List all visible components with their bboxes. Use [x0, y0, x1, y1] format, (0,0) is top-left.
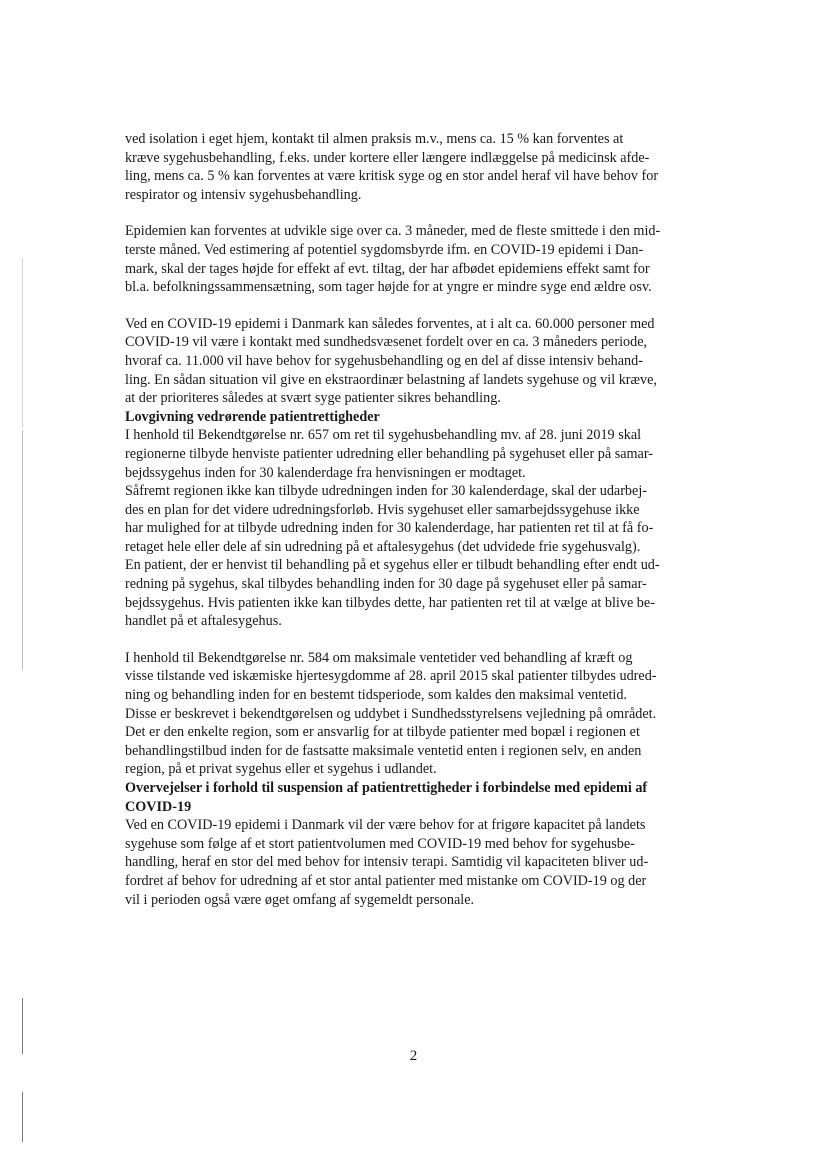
text-line: I henhold til Bekendtgørelse nr. 657 om ret til sygehusbehandling mv. af 28. juni 2019 skal: [125, 427, 642, 444]
text-line: redning på sygehus, skal tilbydes behandling inden for 30 dage på sygehuset eller på samar-: [125, 576, 647, 593]
text-line: retaget hele eller dele af sin udredning på et aftalesygehus (det udvidede frie sygehusvalg).: [125, 538, 641, 555]
text-line: handling, heraf en stor del med behov for intensiv terapi. Samtidig vil kapaciteten bliver ud-: [125, 854, 649, 871]
text-line: mark, skal der tages højde for effekt af evt. tiltag, der har afbødet epidemiens effekt samt for: [125, 260, 650, 277]
scan-edge-mark: [22, 998, 23, 1054]
text-line: region, på et privat sygehus eller et sygehus i udlandet.: [125, 761, 437, 778]
text-line: sygehuse som følge af et stort patientvolumen med COVID-19 med behov for sygehusbe-: [125, 835, 635, 852]
text-line: kræve sygehusbehandling, f.eks. under kortere eller længere indlæggelse på medicinsk afde-: [125, 149, 650, 166]
text-line: ning og behandling inden for en bestemt tidsperiode, som kaldes den maksimal ventetid.: [125, 687, 627, 704]
text-line: bejdssygehus inden for 30 kalenderdage fra henvisningen er modtaget.: [125, 464, 526, 481]
paragraph: [125, 649, 705, 779]
text-line: at der prioriteres således at svært syge patienter sikres behandling.: [125, 390, 501, 407]
text-line: ling. En sådan situation vil give en ekstraordinær belastning af landets sygehuse og vil kræve,: [125, 371, 657, 388]
text-line: En patient, der er henvist til behandling på et sygehus eller er tilbudt behandling efter endt ud-: [125, 557, 660, 574]
text-line: bejdssygehus. Hvis patienten ikke kan tilbydes dette, har patienten ret til at vælge at blive be-: [125, 594, 655, 611]
text-line: ling, mens ca. 5 % kan forventes at være kritisk syge og en stor andel heraf vil have behov for: [125, 168, 659, 185]
text-line: COVID-19: [125, 798, 192, 815]
section-heading: [125, 408, 705, 427]
scan-edge-mark: [22, 1092, 23, 1142]
paragraph: [125, 130, 705, 204]
document-body: [125, 130, 705, 909]
text-line: COVID-19 vil være i kontakt med sundhedsvæsenet fordelt over en ca. 3 måneders periode,: [125, 334, 648, 351]
text-line: Ved en COVID-19 epidemi i Danmark kan således forventes, at i alt ca. 60.000 personer med: [125, 315, 655, 332]
text-line: Overvejelser i forhold til suspension af patientrettigheder i forbindelse med epidemi af: [125, 780, 648, 796]
text-line: bl.a. befolkningssammensætning, som tager højde for at yngre er mindre syge end ældre osv.: [125, 279, 652, 296]
text-line: I henhold til Bekendtgørelse nr. 584 om maksimale ventetider ved behandling af kræft og: [125, 649, 633, 666]
text-line: Epidemien kan forventes at udvikle sige over ca. 3 måneder, med de fleste smittede i den mid-: [125, 223, 661, 240]
text-line: Lovgivning vedrørende patientrettigheder: [125, 408, 380, 425]
text-line: visse tilstande ved iskæmiske hjertesygdomme af 28. april 2015 skal patienter tilbydes udred-: [125, 668, 657, 685]
text-line: Det er den enkelte region, som er ansvarlig for at tilbyde patienter med bopæl i regionen et: [125, 724, 640, 741]
text-line: hvoraf ca. 11.000 vil have behov for sygehusbehandling og en del af disse intensiv behand-: [125, 352, 643, 369]
scan-edge-mark: [22, 258, 23, 428]
text-line: respirator og intensiv sygehusbehandling.: [125, 186, 362, 203]
paragraph: [125, 426, 705, 631]
paragraph: [125, 222, 705, 296]
text-line: Ved en COVID-19 epidemi i Danmark vil der være behov for at frigøre kapacitet på landets: [125, 817, 646, 834]
text-line: vil i perioden også være øget omfang af sygemeldt personale.: [125, 891, 475, 908]
text-line: har mulighed for at tilbyde udredning inden for 30 kalenderdage, har patienten ret til at få fo-: [125, 520, 654, 537]
text-line: des en plan for det videre udredningsforløb. Hvis sygehuset eller samarbejdssygehuse ikke: [125, 501, 640, 518]
text-line: behandlingstilbud inden for de fastsatte maksimale ventetid enten i regionen selv, en anden: [125, 742, 642, 759]
text-line: terste måned. Ved estimering af potentiel sygdomsbyrde ifm. en COVID-19 epidemi i Dan-: [125, 241, 644, 258]
text-line: ved isolation i eget hjem, kontakt til almen praksis m.v., mens ca. 15 % kan forventes at: [125, 131, 624, 147]
paragraph: [125, 816, 705, 909]
text-line: handlet på et aftalesygehus.: [125, 613, 282, 630]
text-line: Disse er beskrevet i bekendtgørelsen og uddybet i Sundhedsstyrelsens vejledning på området.: [125, 705, 657, 722]
text-line: regionerne tilbyde henviste patienter udredning eller behandling på sygehuset eller på samar-: [125, 445, 654, 462]
paragraph: [125, 315, 705, 408]
section-heading: [125, 779, 705, 816]
scan-edge-mark: [22, 430, 23, 670]
page-number: 2: [409, 1048, 418, 1064]
text-line: fordret af behov for udredning af et stor antal patienter med mistanke om COVID-19 og der: [125, 872, 647, 889]
text-line: Såfremt regionen ikke kan tilbyde udredningen inden for 30 kalenderdage, skal der udarbej-: [125, 483, 647, 500]
